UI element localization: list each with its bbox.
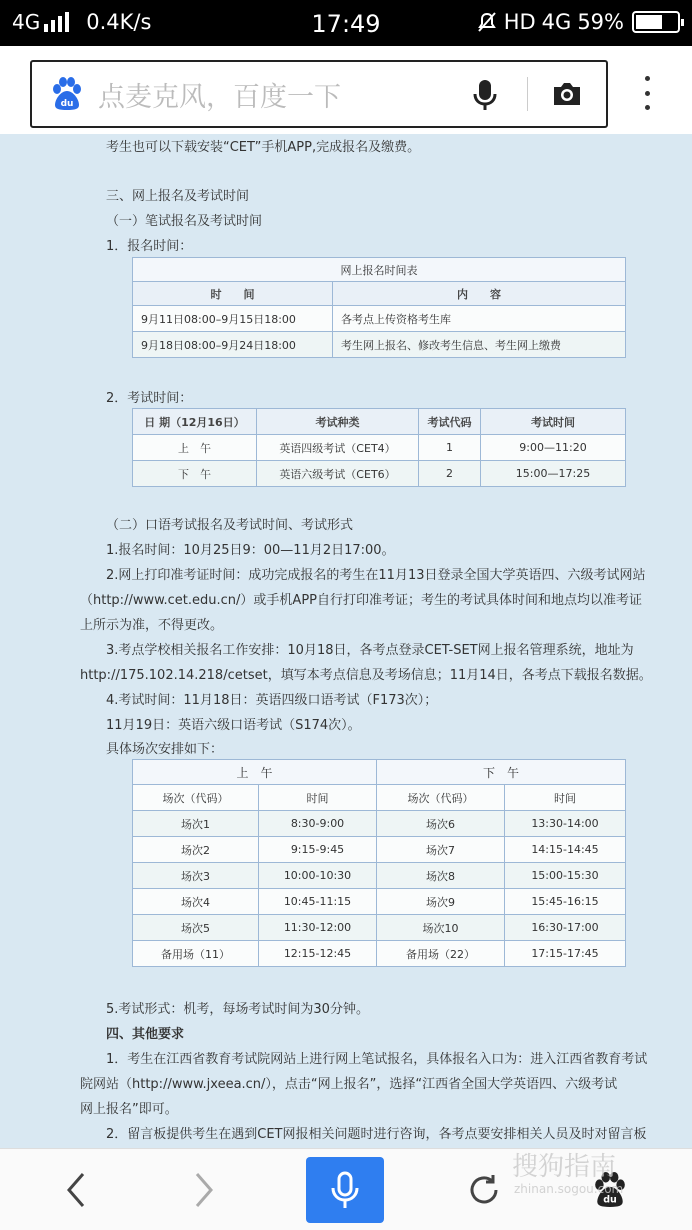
watermark-url: zhinan.sogou.com — [514, 1182, 624, 1196]
table-cell: 1 — [419, 435, 481, 461]
table-cell: 10:45-11:15 — [259, 889, 377, 915]
table-cell: 11:30-12:00 — [259, 915, 377, 941]
table-cell: 各考点上传资格考生库 — [333, 306, 626, 332]
table-cell: 9:00—11:20 — [481, 435, 626, 461]
search-box[interactable] — [30, 60, 608, 128]
table-row — [133, 306, 626, 332]
list-item: 2．考试时间： — [106, 391, 193, 406]
battery-icon — [632, 11, 680, 33]
paragraph: 5.考试形式：机考，每场考试时间为30分钟。 — [106, 1002, 369, 1017]
article-content — [0, 134, 692, 1148]
table-row — [133, 863, 626, 889]
table-cell: 9:15-9:45 — [259, 837, 377, 863]
search-divider — [527, 77, 528, 111]
paragraph: 2.网上打印准考证时间：成功完成报名的考生在11月13日登录全国大学英语四、六级考试网站 — [106, 568, 646, 583]
back-button[interactable] — [36, 1149, 116, 1230]
table-cell: 8:30-9:00 — [259, 811, 377, 837]
table-row — [133, 332, 626, 358]
more-menu-icon[interactable] — [640, 76, 654, 110]
voice-button[interactable] — [306, 1157, 384, 1223]
svg-text:du: du — [603, 1194, 617, 1206]
table-header: 场次（代码） — [377, 785, 505, 811]
table-cell: 考生网上报名、修改考生信息、考生网上缴费 — [333, 332, 626, 358]
exam-time-table — [132, 408, 626, 487]
search-input[interactable]: 点麦克风，百度一下 — [98, 81, 341, 113]
table-cell: 17:15-17:45 — [505, 941, 626, 967]
table-cell: 场次4 — [133, 889, 259, 915]
camera-search-icon[interactable] — [550, 77, 584, 111]
paragraph: 具体场次安排如下： — [106, 742, 224, 757]
table-cell: 场次1 — [133, 811, 259, 837]
status-bar — [0, 0, 692, 46]
table-header: 内 容 — [333, 282, 626, 306]
table-cell: 场次5 — [133, 915, 259, 941]
table-cell: 15:00—17:25 — [481, 461, 626, 487]
paragraph: 考生也可以下载安装“CET”手机APP,完成报名及缴费。 — [106, 140, 421, 155]
paragraph: 4.考试时间：11月18日：英语四级口语考试（F173次）； — [106, 693, 438, 708]
paragraph: 院网站（http://www.jxeea.cn/），点击“网上报名”，选择“江西省全国大学英语四、六级考试 — [80, 1077, 618, 1092]
paragraph: 网上报名”即可。 — [80, 1102, 178, 1117]
table-header: 场次（代码） — [133, 785, 259, 811]
hd-indicator: HD — [503, 10, 536, 34]
table-caption: 网上报名时间表 — [133, 258, 626, 282]
subsection-heading: （二）口语考试报名及考试时间、考试形式 — [106, 518, 354, 533]
table-cell: 9月18日08:00–9月24日18:00 — [133, 332, 333, 358]
paragraph: http://175.102.14.218/cetset，填写本考点信息及考场信息；11月14日，各考点下载报名数据。 — [80, 668, 652, 683]
table-caption: 下 午 — [377, 760, 626, 785]
table-cell: 英语六级考试（CET6） — [257, 461, 419, 487]
table-row — [133, 811, 626, 837]
list-item: 1．报名时间： — [106, 239, 193, 254]
table-cell: 备用场（22） — [377, 941, 505, 967]
table-cell: 场次9 — [377, 889, 505, 915]
clock: 17:49 — [311, 10, 381, 38]
network-type-2: 4G — [541, 10, 572, 34]
table-row — [133, 461, 626, 487]
registration-time-table — [132, 257, 626, 358]
table-cell: 上 午 — [133, 435, 257, 461]
subsection-heading: （一）笔试报名及考试时间 — [106, 214, 263, 229]
network-type: 4G — [12, 10, 41, 34]
table-cell: 10:00-10:30 — [259, 863, 377, 889]
chevron-left-icon — [61, 1170, 91, 1210]
chevron-right-icon — [189, 1170, 219, 1210]
table-header: 考试代码 — [419, 409, 481, 435]
table-cell: 场次7 — [377, 837, 505, 863]
table-cell: 英语四级考试（CET4） — [257, 435, 419, 461]
forward-button[interactable] — [164, 1149, 244, 1230]
table-row — [133, 837, 626, 863]
network-speed: 0.4K/s — [86, 10, 152, 34]
table-caption: 上 午 — [133, 760, 377, 785]
table-cell: 14:15-14:45 — [505, 837, 626, 863]
table-cell: 场次2 — [133, 837, 259, 863]
table-cell: 场次8 — [377, 863, 505, 889]
watermark: 搜狗指南 — [512, 1152, 617, 1182]
table-row — [133, 915, 626, 941]
microphone-icon — [328, 1170, 362, 1210]
table-cell: 场次3 — [133, 863, 259, 889]
table-row — [133, 435, 626, 461]
browser-header — [0, 46, 692, 134]
table-cell: 备用场（11） — [133, 941, 259, 967]
table-header: 日 期（12月16日） — [133, 409, 257, 435]
paragraph: 1.报名时间：10月25日9：00—11月2日17:00。 — [106, 543, 395, 558]
paragraph: 11月19日：英语六级口语考试（S174次）。 — [106, 718, 361, 733]
table-header: 时间 — [505, 785, 626, 811]
paragraph: （http://www.cet.edu.cn/）或手机APP自行打印准考证；考生的考试具体时间和地点均以准考证 — [80, 593, 642, 608]
voice-search-icon[interactable] — [465, 74, 505, 114]
section-heading: 三、网上报名及考试时间 — [106, 189, 250, 204]
table-cell: 2 — [419, 461, 481, 487]
refresh-icon — [466, 1172, 502, 1208]
table-header: 考试时间 — [481, 409, 626, 435]
battery-percent: 59% — [577, 10, 624, 34]
mute-icon — [476, 11, 498, 33]
table-cell: 13:30-14:00 — [505, 811, 626, 837]
table-header: 时 间 — [133, 282, 333, 306]
table-cell: 15:45-16:15 — [505, 889, 626, 915]
paragraph: 上所示为准，不得更改。 — [80, 618, 224, 633]
table-cell: 12:15-12:45 — [259, 941, 377, 967]
table-cell: 15:00-15:30 — [505, 863, 626, 889]
paragraph: 2．留言板提供考生在遇到CET网报相关问题时进行咨询，各考点要安排相关人员及时对留言板 — [106, 1127, 647, 1142]
oral-exam-session-table — [132, 759, 626, 967]
baidu-logo-icon — [50, 77, 84, 111]
svg-text:du: du — [60, 99, 74, 109]
paragraph: 3.考点学校相关报名工作安排：10月18日，各考点登录CET-SET网上报名管理系统，地址为 — [106, 643, 634, 658]
table-cell: 场次6 — [377, 811, 505, 837]
section-heading: 四、其他要求 — [106, 1027, 185, 1042]
table-cell: 下 午 — [133, 461, 257, 487]
paragraph: 1．考生在江西省教育考试院网站上进行网上笔试报名，具体报名入口为：进入江西省教育考试 — [106, 1052, 648, 1067]
table-header: 考试种类 — [257, 409, 419, 435]
table-cell: 9月11日08:00–9月15日18:00 — [133, 306, 333, 332]
table-row — [133, 889, 626, 915]
table-header: 时间 — [259, 785, 377, 811]
table-row — [133, 941, 626, 967]
table-cell: 16:30-17:00 — [505, 915, 626, 941]
table-cell: 场次10 — [377, 915, 505, 941]
